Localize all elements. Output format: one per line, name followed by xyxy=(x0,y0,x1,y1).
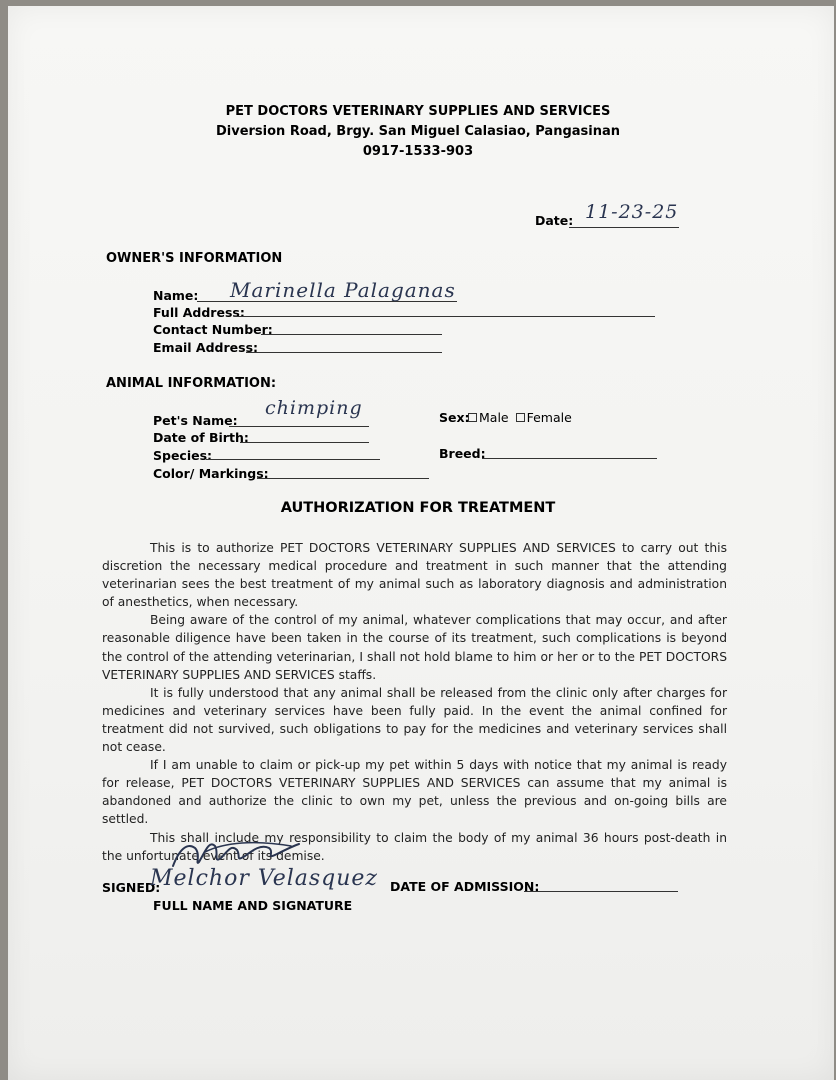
company-phone: 0917-1533-903 xyxy=(362,144,474,159)
sex-options xyxy=(465,410,572,425)
male-checkbox[interactable] xyxy=(468,413,477,422)
authorization-paragraph-1: This is to authorize PET DOCTORS VETERINARY SUPPLIES AND SERVICES to carry out this discretion the necessary medical procedure and treatment in such manner that the attending veterinarian sees the best treatment of my animal such as laboratory diagnosis and administration of anesthetics, when necessary. xyxy=(102,541,727,610)
full-address-label: Full Address: xyxy=(153,305,245,320)
authorization-title: AUTHORIZATION FOR TREATMENT xyxy=(280,500,556,516)
female-option-label: Female xyxy=(526,410,572,425)
owner-name-label: Name: xyxy=(153,288,199,303)
color-markings-line[interactable] xyxy=(257,478,429,479)
email-address-label: Email Address: xyxy=(153,340,259,355)
breed-line[interactable] xyxy=(482,458,657,459)
dob-line[interactable] xyxy=(240,442,369,443)
contact-number-label: Contact Number: xyxy=(153,322,273,337)
date-of-admission-label: DATE OF ADMISSION: xyxy=(390,879,540,894)
breed-label: Breed: xyxy=(439,446,486,461)
date-value[interactable]: 11-23-25 xyxy=(585,201,679,223)
date-of-admission-line[interactable] xyxy=(524,891,678,892)
species-line[interactable] xyxy=(206,459,380,460)
full-address-line[interactable] xyxy=(234,316,655,317)
pet-name-value[interactable]: chimping xyxy=(265,397,363,419)
authorization-body xyxy=(102,539,727,865)
animal-section-title: ANIMAL INFORMATION: xyxy=(106,376,277,391)
male-option-label: Male xyxy=(479,410,509,425)
dob-label: Date of Birth: xyxy=(153,430,249,445)
color-markings-label: Color/ Markings: xyxy=(153,466,269,481)
signed-label: SIGNED: xyxy=(102,880,161,895)
company-address: Diversion Road, Brgy. San Miguel Calasiao, Pangasinan xyxy=(215,124,621,139)
female-checkbox[interactable] xyxy=(516,413,525,422)
pet-name-label: Pet's Name: xyxy=(153,413,238,428)
owner-name-value[interactable]: Marinella Palaganas xyxy=(230,278,456,302)
company-name: PET DOCTORS VETERINARY SUPPLIES AND SERVICES xyxy=(225,104,611,119)
authorization-paragraph-5: This shall include my responsibility to claim the body of my animal 36 hours post-death in the unfortunate event of its demise. xyxy=(102,830,727,863)
contact-number-line[interactable] xyxy=(261,334,442,335)
pet-name-line xyxy=(229,426,369,427)
email-address-line[interactable] xyxy=(246,352,442,353)
signer-name[interactable]: Melchor Velasquez xyxy=(150,866,379,891)
authorization-paragraph-4: If I am unable to claim or pick-up my pet within 5 days with notice that my animal is ready for release, PET DOCTORS VETERINARY SUPPLIES AND SERVICES can assume that my animal is abandoned and authorize the clinic to own my pet, unless the previous and on-going bills are settled. xyxy=(102,758,727,827)
authorization-paragraph-2: Being aware of the control of my animal, whatever complications that may occur, and after reasonable diligence have been taken in the course of its treatment, such complications is beyond the control of the attending veterinarian, I shall not hold blame to him or her or to the PET DOCTORS VETERINARY SUPPLIES AND SERVICES staffs. xyxy=(102,613,727,682)
date-line xyxy=(569,227,679,228)
owner-section-title: OWNER'S INFORMATION xyxy=(106,251,283,266)
sex-label: Sex: xyxy=(439,410,470,425)
authorization-paragraph-3: It is fully understood that any animal shall be released from the clinic only after charges for medicines and veterinary services have been fully paid. In the event the animal confined for treatment did not survived, such obligations to pay for the medicines and veterinary services shall not cease. xyxy=(102,685,727,755)
species-label: Species: xyxy=(153,448,213,463)
date-label: Date: xyxy=(535,213,574,228)
signature-caption: FULL NAME AND SIGNATURE xyxy=(153,898,353,913)
